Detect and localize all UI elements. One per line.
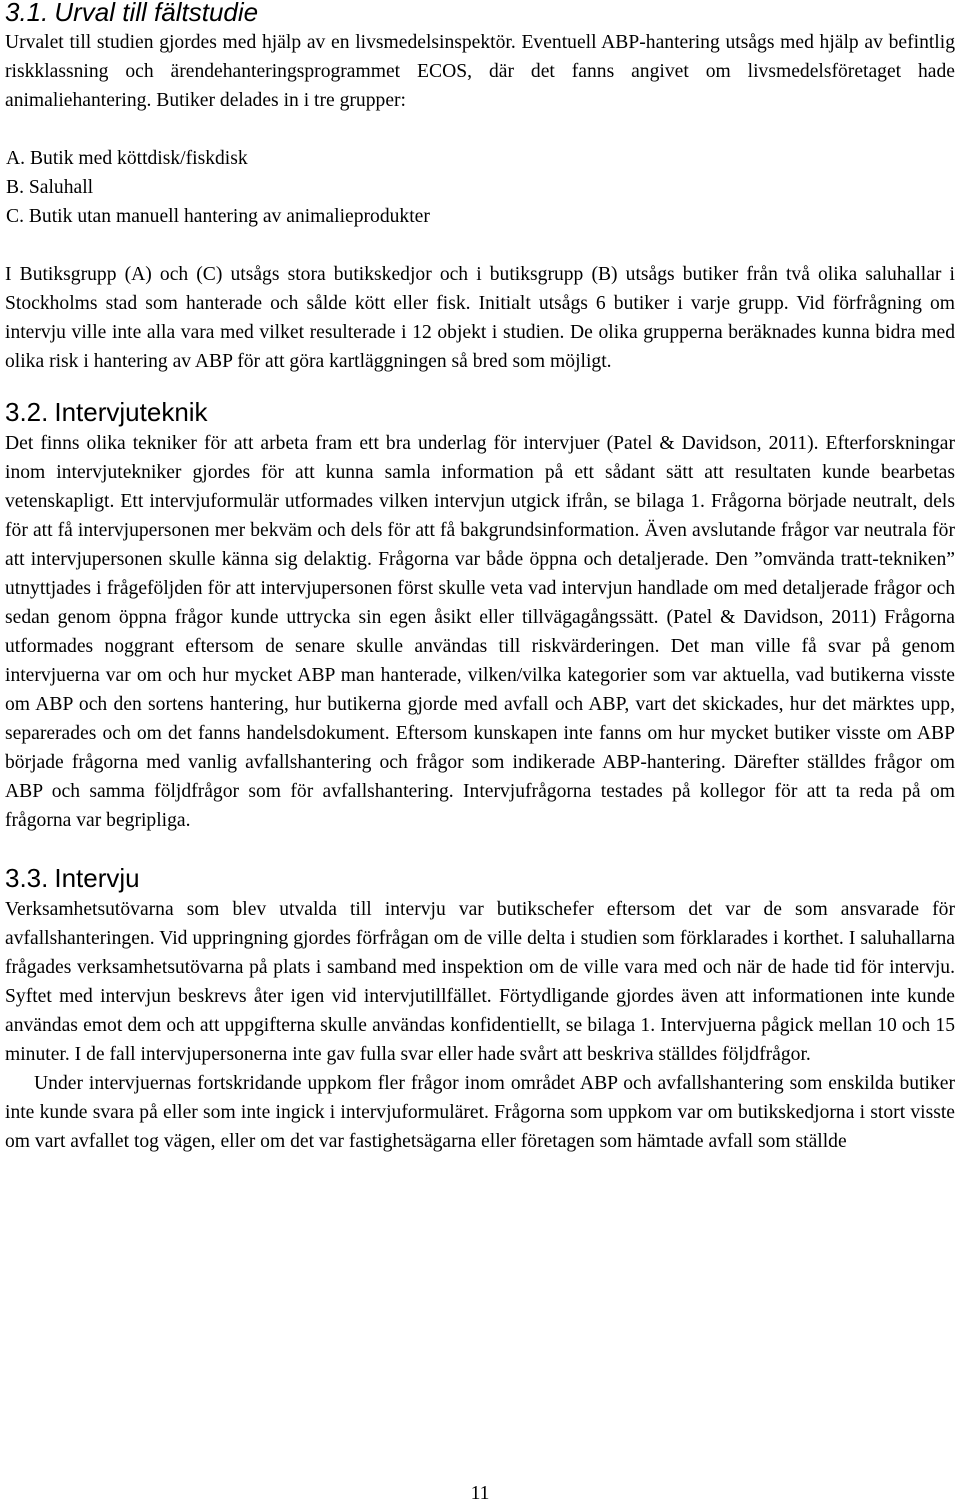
heading-number: 3.3.: [5, 863, 49, 893]
heading-3-1: [5, 0, 955, 26]
paragraph-interview-2: Under intervjuernas fortskridande uppkom fler frågor inom området ABP och avfallshantering som enskilda butiker inte kunde svara på eller som inte ingick i intervjuformuläret. Frågorna som uppkom var om butikskedjorna i stort visste om vart avfallet tog vägen, eller om det var fastighetsägarna eller företagen som hämtade avfall som ställde: [5, 1073, 955, 1152]
heading-title: Intervju: [54, 863, 140, 893]
page-number: 11: [470, 1483, 490, 1504]
heading-title: Intervjuteknik: [54, 397, 208, 427]
list-item: C. Butik utan manuell hantering av animalieprodukter: [6, 206, 430, 227]
heading-number: 3.1.: [5, 0, 49, 27]
heading-3-3: [5, 864, 955, 892]
paragraph-selection-body: I Butiksgrupp (A) och (C) utsågs stora butikskedjor och i butiksgrupp (B) utsågs butiker från två olika saluhallar i Stockholms stad som hanterade och sålde kött eller fisk. Initialt utsågs 6 butiker i varje grupp. Vid förfrågning om intervju ville inte alla vara med vilket resulterade i 12 objekt i studien. De olika grupperna beräknades kunna bidra med olika risk i hantering av ABP för att göra kartläggningen så bred som möjligt.: [5, 264, 955, 372]
paragraph-selection-intro: Urvalet till studien gjordes med hjälp av en livsmedelsinspektör. Eventuell ABP-hantering utsågs med hjälp av befintlig riskklassning och ärendehanteringsprogrammet ECOS, där det fanns angivet om livsmedelsföretaget hade animaliehantering. Butiker delades in i tre grupper:: [5, 32, 955, 111]
store-group-list: [5, 144, 955, 231]
heading-title: Urval till fältstudie: [54, 0, 259, 27]
list-item: A. Butik med köttdisk/fiskdisk: [6, 148, 248, 169]
heading-number: 3.2.: [5, 397, 49, 427]
heading-3-2: [5, 398, 955, 426]
list-item: B. Saluhall: [6, 177, 94, 198]
paragraph-interview-technique: Det finns olika tekniker för att arbeta fram ett bra underlag för intervjuer (Patel & Davidson, 2011). Efterforskningar inom intervjutekniker gjordes för att kunna samla information på ett sådant sätt att resultaten kunde bearbetas vetenskapligt. Ett intervjuformulär utformades vilken intervjun utgick ifrån, se bilaga 1. Frågorna började neutralt, dels för att få intervjupersonen mer bekväm och dels för att få bakgrundsinformation. Även avslutande frågor var neutrala för att intervjupersonen skulle känna sig delaktig. Frågorna var både öppna och detaljerade. Den ”omvända tratt-tekniken” utnyttjades i frågeföljden för att intervjupersonen först skulle veta vad intervjun handlade om med detaljerade frågor och sedan genom öppna frågor kunde uttrycka sin egen åsikt eller tillvägagångssätt. (Patel & Davidson, 2011) Frågorna utformades noggrant eftersom de senare skulle användas till riskvärderingen. Det man ville få svar på genom intervjuerna var om och hur mycket ABP man hanterade, vilken/vilka kategorier som var aktuella, vad butikerna visste om ABP och den sortens hantering, hur butikerna gjorde med avfall och ABP, vart det skickades, hur det märktes upp, separerades och om det fanns handelsdokument. Eftersom kunskapen inte fanns om hur mycket butiker visste om ABP började frågorna med vanlig avfallshantering och frågor som indikerade ABP-hantering. Därefter ställdes frågor om ABP och samma följdfrågor som för avfallshantering. Intervjufrågorna testades på kollegor för att ta reda på om frågorna var begripliga.: [5, 433, 955, 831]
paragraph-interview-1: Verksamhetsutövarna som blev utvalda till intervju var butikschefer eftersom det var de som ansvarade för avfallshanteringen. Vid uppringning gjordes förfrågan om de ville delta i studien som förklarades i korthet. I saluhallarna frågades verksamhetsutövarna på plats i samband med inspektion om de ville vara med och när de hade tid för intervju. Syftet med intervjun beskrevs åter igen vid intervjutillfället. Förtydligande gjordes även att informationen inte kunde användas emot dem och att uppgifterna skulle användas konfidentiellt, se bilaga 1. Intervjuerna pågick mellan 10 och 15 minuter. I de fall intervjupersonerna inte gav fulla svar eller hade svårt att beskriva ställdes följdfrågor.: [5, 899, 955, 1065]
document-page: [5, 0, 955, 1156]
